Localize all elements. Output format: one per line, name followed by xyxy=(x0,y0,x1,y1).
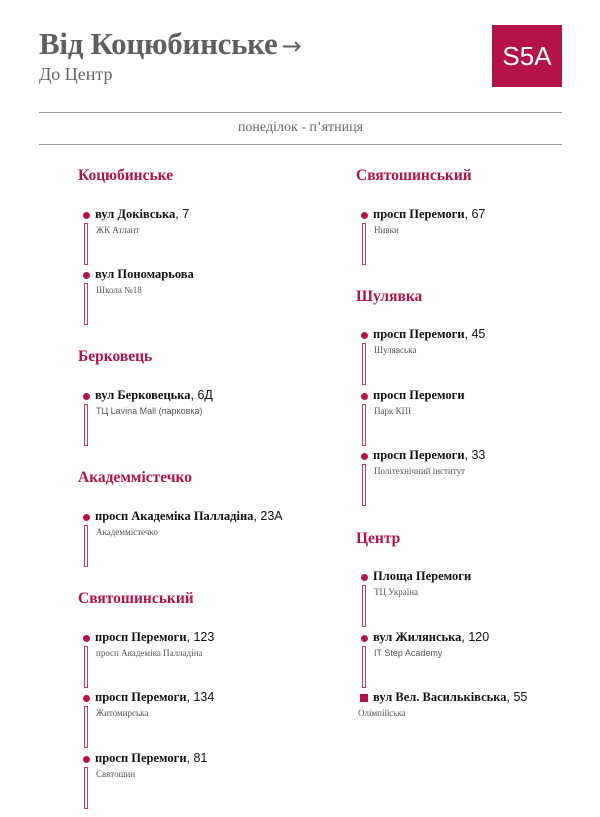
stop-number: , 23А xyxy=(253,509,283,523)
route-line xyxy=(84,767,88,809)
stop-dot-icon xyxy=(83,212,90,219)
stop-street: Площа Перемоги xyxy=(373,569,472,583)
stop-dot-icon xyxy=(361,212,368,219)
stop-dot-icon xyxy=(361,635,368,642)
arrow-right-icon: → xyxy=(281,32,302,60)
stop-dot-icon xyxy=(83,393,90,400)
stop-dot-icon xyxy=(361,453,368,460)
schedule-days: понеділок - п’ятниця xyxy=(237,120,364,135)
route-line xyxy=(362,223,366,265)
stop-note: Святошин xyxy=(96,769,136,779)
stop-note: IT Step Academy xyxy=(374,648,443,658)
section-title: Коцюбинське xyxy=(78,167,174,184)
stop-street: просп Перемоги xyxy=(373,207,465,221)
stop-dot-icon xyxy=(83,695,90,702)
route-badge: S5A xyxy=(492,25,562,87)
route-line xyxy=(362,585,366,627)
stop-number: , 6Д xyxy=(190,388,213,402)
stop-number: , 7 xyxy=(175,207,190,221)
stop-note: Житомирська xyxy=(96,708,149,718)
stop-street: вул Пономарьова xyxy=(95,267,194,281)
stop-note: Політехнічний інститут xyxy=(374,466,466,476)
page-subtitle: До Центр xyxy=(39,64,113,84)
stop-dot-icon xyxy=(361,332,368,339)
stop-note: ЖК Атлант xyxy=(96,225,140,235)
stop-street: просп Академіка Палладіна xyxy=(95,509,254,523)
section-title: Академмістечко xyxy=(78,469,192,486)
stop-street: вул Берковецька xyxy=(95,388,191,402)
stop-street: вул Жилянська xyxy=(373,630,462,644)
stop-dot-icon xyxy=(83,514,90,521)
route-line xyxy=(84,646,88,688)
stop-number: , 81 xyxy=(186,751,208,765)
stop-number: , 120 xyxy=(461,630,490,644)
route-line xyxy=(84,283,88,325)
stop-street: просп Перемоги xyxy=(95,751,187,765)
terminal-square-icon xyxy=(360,694,368,702)
stop-street: просп Перемоги xyxy=(373,327,465,341)
stop-note: Олімпійська xyxy=(358,708,406,718)
stop-note: ТЦ Lavina Mall (парковка) xyxy=(96,406,203,416)
divider-top xyxy=(39,112,562,113)
stop-dot-icon xyxy=(83,635,90,642)
stop-number: , 45 xyxy=(464,327,486,341)
stop-street: вул Доківська xyxy=(95,207,176,221)
stop-note: просп Академіка Палладіна xyxy=(96,648,203,658)
route-line xyxy=(84,706,88,748)
stop-street: просп Перемоги xyxy=(373,388,465,402)
section-title: Шулявка xyxy=(356,288,423,305)
stop-dot-icon xyxy=(361,393,368,400)
stop-number: , 33 xyxy=(464,448,486,462)
title-text: Від Коцюбинське xyxy=(39,26,278,61)
stop-note: Парк КПІ xyxy=(374,406,412,416)
stop-dot-icon xyxy=(83,756,90,763)
stop-note: Школа №18 xyxy=(96,285,142,295)
stop-street: просп Перемоги xyxy=(95,690,187,704)
stop-dot-icon xyxy=(361,574,368,581)
stop-number: , 55 xyxy=(506,690,528,704)
stop-note: Академмістечко xyxy=(96,527,158,537)
section-title: Берковець xyxy=(78,348,153,365)
stop-number: , 123 xyxy=(186,630,215,644)
divider-bottom xyxy=(39,144,562,145)
stop-number: , 67 xyxy=(464,207,486,221)
route-line xyxy=(362,343,366,385)
section-title: Святошинський xyxy=(78,590,194,607)
stop-number: , 134 xyxy=(186,690,215,704)
stop-street: просп Перемоги xyxy=(373,448,465,462)
route-line xyxy=(362,646,366,688)
page-title xyxy=(39,26,301,62)
stop-dot-icon xyxy=(83,272,90,279)
route-line xyxy=(362,464,366,506)
stop-note: Шулявська xyxy=(374,345,417,355)
route-line xyxy=(84,525,88,567)
section-title: Святошинський xyxy=(356,167,472,184)
stop-note: ТЦ Україна xyxy=(374,587,419,597)
stop-note: Нивки xyxy=(374,225,399,235)
route-line xyxy=(362,404,366,446)
route-line xyxy=(84,404,88,446)
section-title: Центр xyxy=(356,530,401,547)
stop-street: вул Вел. Васильківська xyxy=(373,690,507,704)
stop-street: просп Перемоги xyxy=(95,630,187,644)
route-line xyxy=(84,223,88,265)
